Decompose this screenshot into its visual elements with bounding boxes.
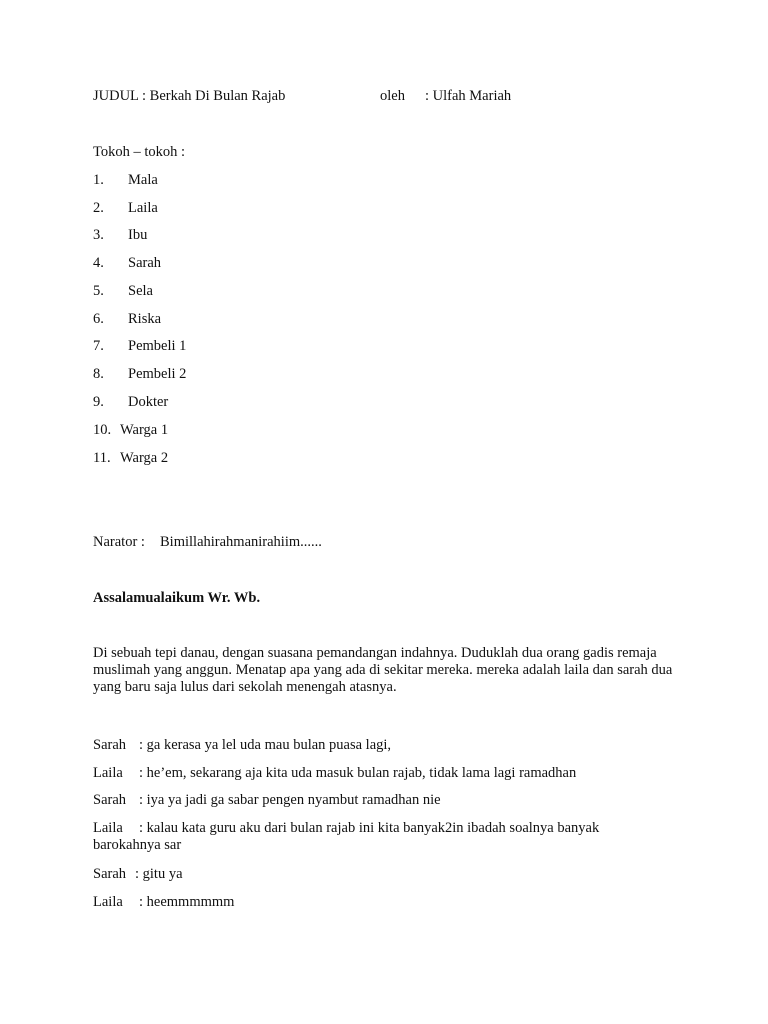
dialog-line: : kalau kata guru aku dari bulan rajab ini kita banyak2in ibadah soalnya banyak	[139, 820, 600, 836]
list-item-number: 2.	[93, 200, 104, 216]
dialog-line: : he’em, sekarang aja kita uda masuk bulan rajab, tidak lama lagi ramadhan	[139, 765, 577, 781]
title-line: JUDUL : Berkah Di Bulan Rajab	[93, 88, 286, 104]
list-item-number: 5.	[93, 283, 104, 299]
list-item-number: 1.	[93, 172, 104, 188]
dialog-speaker: Sarah	[93, 792, 127, 808]
list-item: Laila	[128, 200, 158, 216]
dialog-speaker: Laila	[93, 765, 123, 781]
narator-label: Narator :	[93, 534, 145, 550]
list-item-number: 7.	[93, 338, 104, 354]
dialog-line: : heemmmmmm	[139, 894, 235, 910]
dialog-speaker: Laila	[93, 820, 123, 836]
list-item: Sarah	[128, 255, 162, 271]
author-name: : Ulfah Mariah	[425, 88, 512, 104]
list-item-number: 11.	[93, 450, 111, 466]
list-item: Riska	[128, 311, 162, 327]
list-item: Dokter	[128, 394, 169, 410]
greeting-heading: Assalamualaikum Wr. Wb.	[93, 590, 261, 606]
dialog-line: : gitu ya	[135, 866, 183, 882]
dialog-speaker: Laila	[93, 894, 123, 910]
list-item: Pembeli 2	[128, 366, 187, 382]
list-item: Pembeli 1	[128, 338, 187, 354]
list-item: Warga 2	[120, 450, 169, 466]
list-item-number: 8.	[93, 366, 104, 382]
list-item-number: 10.	[93, 422, 112, 438]
list-item-number: 9.	[93, 394, 104, 410]
narator-text: Bimillahirahmanirahiim......	[160, 534, 322, 550]
oleh-label: oleh	[380, 88, 405, 104]
list-item: Ibu	[128, 227, 148, 243]
list-item-number: 3.	[93, 227, 104, 243]
list-item: Mala	[128, 172, 158, 188]
dialog-line: : iya ya jadi ga sabar pengen nyambut ramadhan nie	[139, 792, 441, 808]
dialog-line: : ga kerasa ya lel uda mau bulan puasa lagi,	[139, 737, 392, 753]
intro-paragraph: Di sebuah tepi danau, dengan suasana pemandangan indahnya. Duduklah dua orang gadis remaja muslimah yang anggun. Menatap apa yang ada di sekitar mereka. mereka adalah laila dan sarah dua yang baru saja lulus dari sekolah menengah atasnya.	[93, 645, 673, 695]
list-item: Sela	[128, 283, 153, 299]
list-item-number: 4.	[93, 255, 104, 271]
list-item-number: 6.	[93, 311, 104, 327]
dialog-speaker: Sarah	[93, 737, 127, 753]
tokoh-heading: Tokoh – tokoh :	[93, 144, 186, 160]
list-item: Warga 1	[120, 422, 169, 438]
dialog-line-continuation: barokahnya sar	[93, 837, 182, 853]
dialog-speaker: Sarah	[93, 866, 127, 882]
